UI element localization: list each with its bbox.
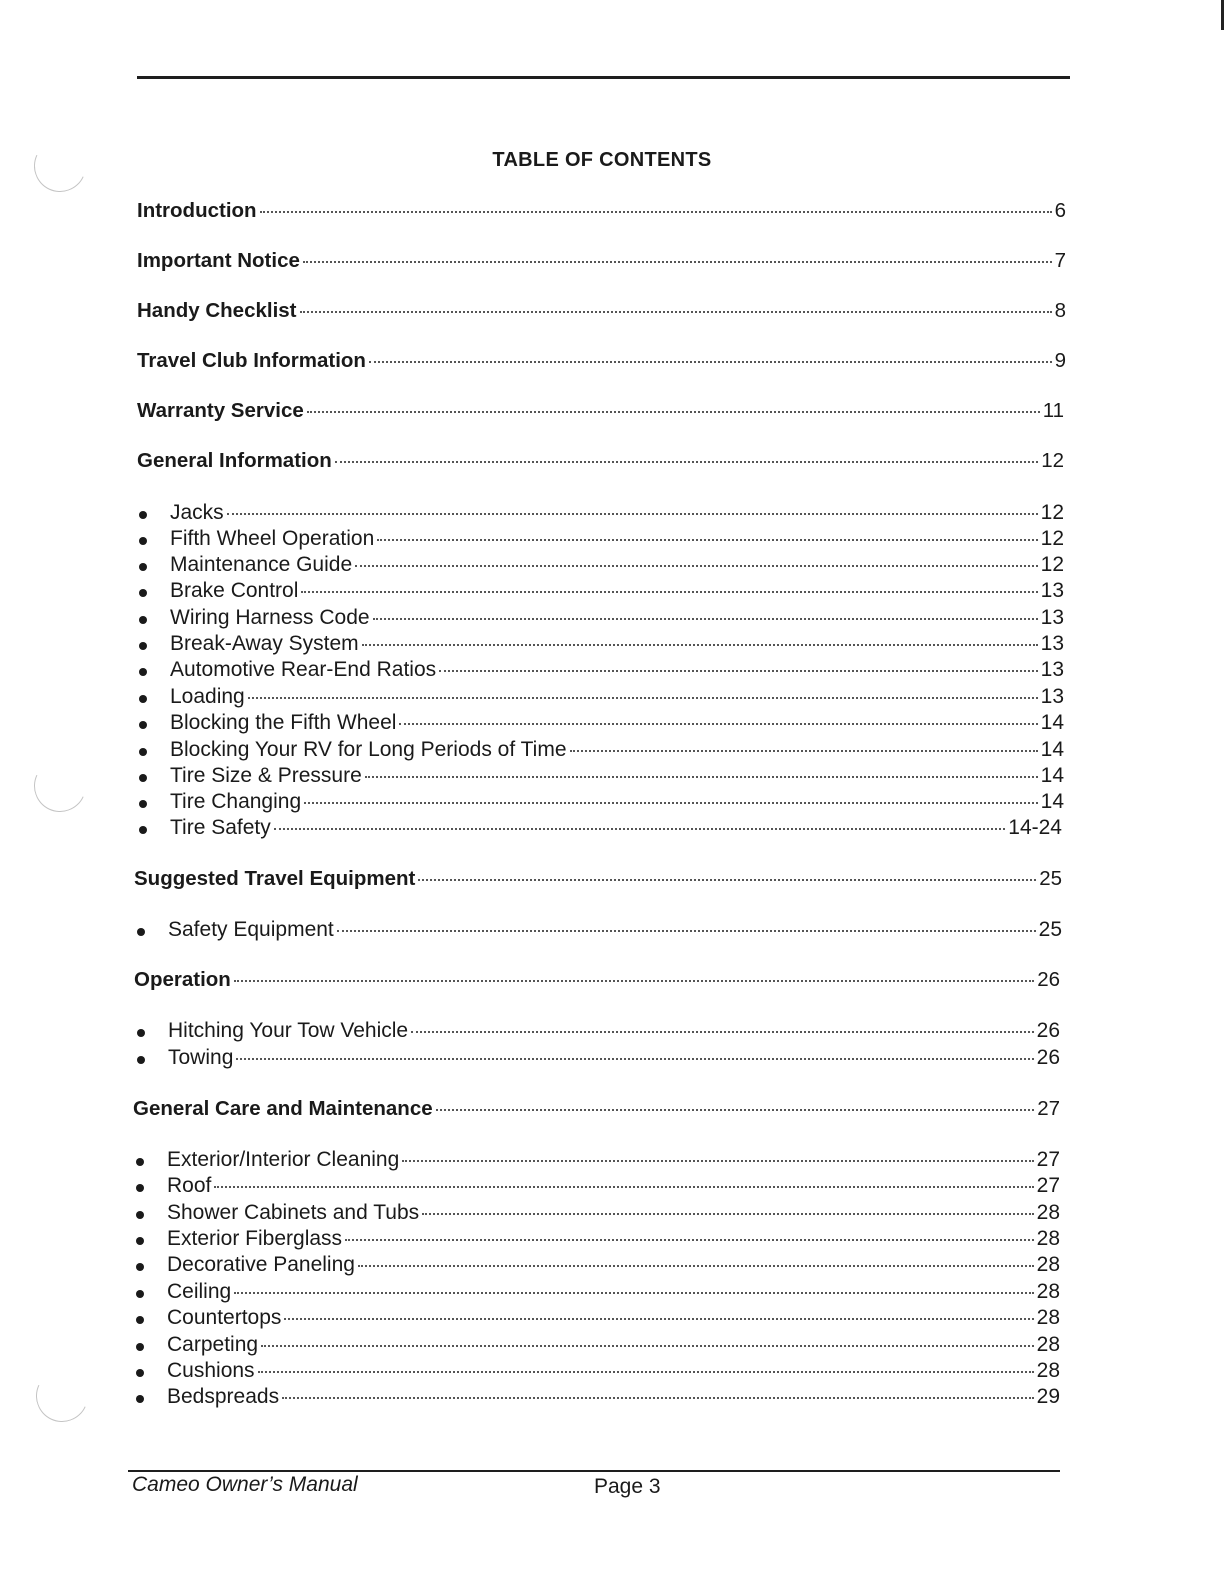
toc-subentry <box>168 1018 1060 1044</box>
toc-subentry <box>167 1173 1060 1199</box>
toc-entry-label: Tire Changing <box>170 790 302 813</box>
toc-entry-page: 14 <box>1040 790 1064 813</box>
toc-entry-label: Blocking the Fifth Wheel <box>170 711 397 734</box>
toc-entry-page: 27 <box>1037 1097 1060 1120</box>
toc-entry-page: 9 <box>1054 349 1066 372</box>
toc-section-entry <box>134 967 1060 993</box>
dot-leader <box>282 1397 1034 1399</box>
dot-leader <box>399 723 1037 725</box>
bullet-icon <box>137 928 145 936</box>
bullet-icon <box>139 511 147 519</box>
dot-leader <box>422 1213 1033 1215</box>
toc-entry-label: Operation <box>134 968 231 991</box>
dot-leader <box>345 1239 1034 1241</box>
toc-subentry <box>167 1252 1060 1278</box>
toc-entry-label: Cushions <box>167 1359 255 1382</box>
toc-entry-label: Decorative Paneling <box>167 1253 355 1276</box>
toc-entry-label: Travel Club Information <box>137 349 366 372</box>
toc-entry-label: Handy Checklist <box>137 299 297 322</box>
toc-entry-page: 14-24 <box>1008 816 1062 839</box>
toc-subentry <box>167 1200 1060 1226</box>
toc-subentry <box>170 578 1064 604</box>
toc-entry-page: 12 <box>1040 527 1064 550</box>
toc-entry-page: 26 <box>1036 1046 1060 1069</box>
toc-entry-page: 28 <box>1036 1253 1060 1276</box>
toc-entry-page: 13 <box>1040 579 1064 602</box>
bullet-icon <box>139 616 147 624</box>
toc-entry-label: Safety Equipment <box>168 918 334 941</box>
toc-subentry <box>170 500 1064 526</box>
dot-leader <box>439 670 1038 672</box>
dot-leader <box>260 211 1052 213</box>
toc-entry-label: Countertops <box>167 1306 282 1329</box>
bullet-icon <box>136 1263 144 1271</box>
toc-section-entry <box>137 198 1066 224</box>
toc-entry-page: 25 <box>1039 867 1062 890</box>
dot-leader <box>227 513 1038 515</box>
bullet-icon <box>139 668 147 676</box>
dot-leader <box>236 1058 1033 1060</box>
dot-leader <box>377 539 1037 541</box>
toc-entry-page: 28 <box>1036 1227 1060 1250</box>
toc-entry-label: Shower Cabinets and Tubs <box>167 1201 420 1224</box>
toc-subentry <box>167 1332 1060 1358</box>
punch-hole-bottom <box>29 1363 96 1430</box>
toc-subentry <box>167 1226 1060 1252</box>
bullet-icon <box>139 642 147 650</box>
toc-entry-label: Important Notice <box>137 249 300 272</box>
dot-leader <box>307 411 1040 413</box>
toc-entry-page: 12 <box>1040 501 1064 524</box>
toc-entry-label: Loading <box>170 685 245 708</box>
toc-subentry <box>167 1358 1060 1384</box>
bullet-icon <box>136 1211 144 1219</box>
toc-entry-page: 14 <box>1040 711 1064 734</box>
toc-entry-label: General Care and Maintenance <box>133 1097 433 1120</box>
punch-hole-middle <box>27 753 94 820</box>
toc-section-entry <box>134 866 1062 892</box>
dot-leader <box>274 828 1006 830</box>
toc-entry-page: 7 <box>1054 249 1066 272</box>
toc-entry-page: 27 <box>1036 1148 1060 1171</box>
toc-entry-page: 25 <box>1038 918 1062 941</box>
dot-leader <box>355 565 1038 567</box>
toc-entry-page: 14 <box>1040 738 1064 761</box>
toc-subentry <box>170 684 1064 710</box>
toc-entry-page: 8 <box>1054 299 1066 322</box>
bullet-icon <box>136 1184 144 1192</box>
toc-entry-label: Warranty Service <box>137 399 304 422</box>
toc-entry-page: 28 <box>1036 1359 1060 1382</box>
dot-leader <box>418 879 1036 881</box>
toc-subentry <box>170 815 1062 841</box>
toc-entry-page: 12 <box>1040 553 1064 576</box>
bullet-icon <box>136 1237 144 1245</box>
toc-entry-page: 28 <box>1036 1333 1060 1356</box>
dot-leader <box>303 261 1052 263</box>
toc-entry-page: 28 <box>1036 1280 1060 1303</box>
bullet-icon <box>139 563 147 571</box>
toc-section-entry <box>137 398 1064 424</box>
toc-subentry <box>167 1305 1060 1331</box>
toc-entry-label: Brake Control <box>170 579 299 602</box>
dot-leader <box>258 1371 1034 1373</box>
bullet-icon <box>136 1158 144 1166</box>
dot-leader <box>248 697 1038 699</box>
footer-page-number: Page 3 <box>594 1475 661 1498</box>
bullet-icon <box>139 589 147 597</box>
dot-leader <box>300 311 1052 313</box>
toc-subentry <box>167 1147 1060 1173</box>
toc-entry-page: 14 <box>1040 764 1064 787</box>
toc-entry-page: 26 <box>1037 968 1060 991</box>
toc-entry-label: Blocking Your RV for Long Periods of Time <box>170 738 567 761</box>
bullet-icon <box>137 1056 145 1064</box>
toc-subentry <box>168 917 1062 943</box>
toc-section-entry <box>137 248 1066 274</box>
toc-entry-page: 13 <box>1040 632 1064 655</box>
toc-entry-page: 11 <box>1042 399 1064 422</box>
page-title: TABLE OF CONTENTS <box>492 149 712 171</box>
toc-entry-page: 12 <box>1041 449 1064 472</box>
toc-entry-label: Tire Safety <box>170 816 271 839</box>
dot-leader <box>261 1345 1034 1347</box>
bullet-icon <box>137 1029 145 1037</box>
toc-entry-page: 6 <box>1054 199 1066 222</box>
dot-leader <box>234 1292 1033 1294</box>
toc-entry-label: Exterior/Interior Cleaning <box>167 1148 400 1171</box>
dot-leader <box>234 980 1034 982</box>
dot-leader <box>373 618 1038 620</box>
toc-entry-label: Tire Size & Pressure <box>170 764 362 787</box>
bullet-icon <box>139 748 147 756</box>
bullet-icon <box>136 1316 144 1324</box>
dot-leader <box>411 1031 1034 1033</box>
toc-section-entry <box>133 1096 1060 1122</box>
dot-leader <box>436 1109 1035 1111</box>
dot-leader <box>365 776 1038 778</box>
toc-entry-label: Roof <box>167 1174 212 1197</box>
dot-leader <box>402 1160 1033 1162</box>
dot-leader <box>304 802 1038 804</box>
bullet-icon <box>136 1395 144 1403</box>
bullet-icon <box>139 537 147 545</box>
bullet-icon <box>139 721 147 729</box>
toc-entry-page: 26 <box>1036 1019 1060 1042</box>
toc-entry-page: 13 <box>1040 658 1064 681</box>
toc-subentry <box>170 605 1064 631</box>
toc-subentry <box>168 1045 1060 1071</box>
toc-entry-page: 28 <box>1036 1306 1060 1329</box>
toc-section-entry <box>137 298 1066 324</box>
dot-leader <box>214 1186 1033 1188</box>
bullet-icon <box>136 1343 144 1351</box>
toc-entry-page: 13 <box>1040 685 1064 708</box>
dot-leader <box>335 461 1038 463</box>
toc-entry-label: Introduction <box>137 199 257 222</box>
toc-entry-label: Bedspreads <box>167 1385 280 1408</box>
toc-section-entry <box>137 448 1064 474</box>
bullet-icon <box>139 695 147 703</box>
toc-subentry <box>167 1384 1060 1410</box>
dot-leader <box>369 361 1052 363</box>
toc-subentry <box>170 737 1064 763</box>
toc-entry-label: Suggested Travel Equipment <box>134 867 416 890</box>
toc-subentry <box>170 631 1064 657</box>
bullet-icon <box>136 1290 144 1298</box>
bullet-icon <box>139 826 147 834</box>
toc-entry-label: Carpeting <box>167 1333 259 1356</box>
bullet-icon <box>136 1369 144 1377</box>
toc-entry-page: 27 <box>1036 1174 1060 1197</box>
toc-subentry <box>170 552 1064 578</box>
footer-rule <box>128 1470 1060 1472</box>
toc-subentry <box>170 526 1064 552</box>
toc-entry-label: Wiring Harness Code <box>170 606 370 629</box>
bullet-icon <box>139 800 147 808</box>
toc-entry-page: 28 <box>1036 1201 1060 1224</box>
dot-leader <box>570 750 1038 752</box>
toc-section-entry <box>137 348 1066 374</box>
toc-subentry <box>170 789 1064 815</box>
toc-entry-label: Towing <box>168 1046 234 1069</box>
dot-leader <box>284 1318 1033 1320</box>
toc-entry-page: 13 <box>1040 606 1064 629</box>
toc-entry-label: Maintenance Guide <box>170 553 353 576</box>
footer-manual-title: Cameo Owner’s Manual <box>132 1473 358 1496</box>
dot-leader <box>337 930 1036 932</box>
toc-subentry <box>170 710 1064 736</box>
toc-subentry <box>170 657 1064 683</box>
dot-leader <box>362 644 1038 646</box>
toc-entry-label: Jacks <box>170 501 224 524</box>
toc-subentry <box>167 1279 1060 1305</box>
toc-entry-label: Exterior Fiberglass <box>167 1227 343 1250</box>
toc-entry-label: General Information <box>137 449 332 472</box>
toc-entry-label: Ceiling <box>167 1280 232 1303</box>
toc-entry-label: Hitching Your Tow Vehicle <box>168 1019 409 1042</box>
dot-leader <box>301 591 1037 593</box>
toc-entry-label: Break-Away System <box>170 632 359 655</box>
bullet-icon <box>139 774 147 782</box>
toc-entry-page: 29 <box>1036 1385 1060 1408</box>
toc-entry-label: Automotive Rear-End Ratios <box>170 658 437 681</box>
dot-leader <box>358 1265 1034 1267</box>
toc-subentry <box>170 763 1064 789</box>
header-rule <box>137 76 1070 79</box>
toc-entry-label: Fifth Wheel Operation <box>170 527 375 550</box>
